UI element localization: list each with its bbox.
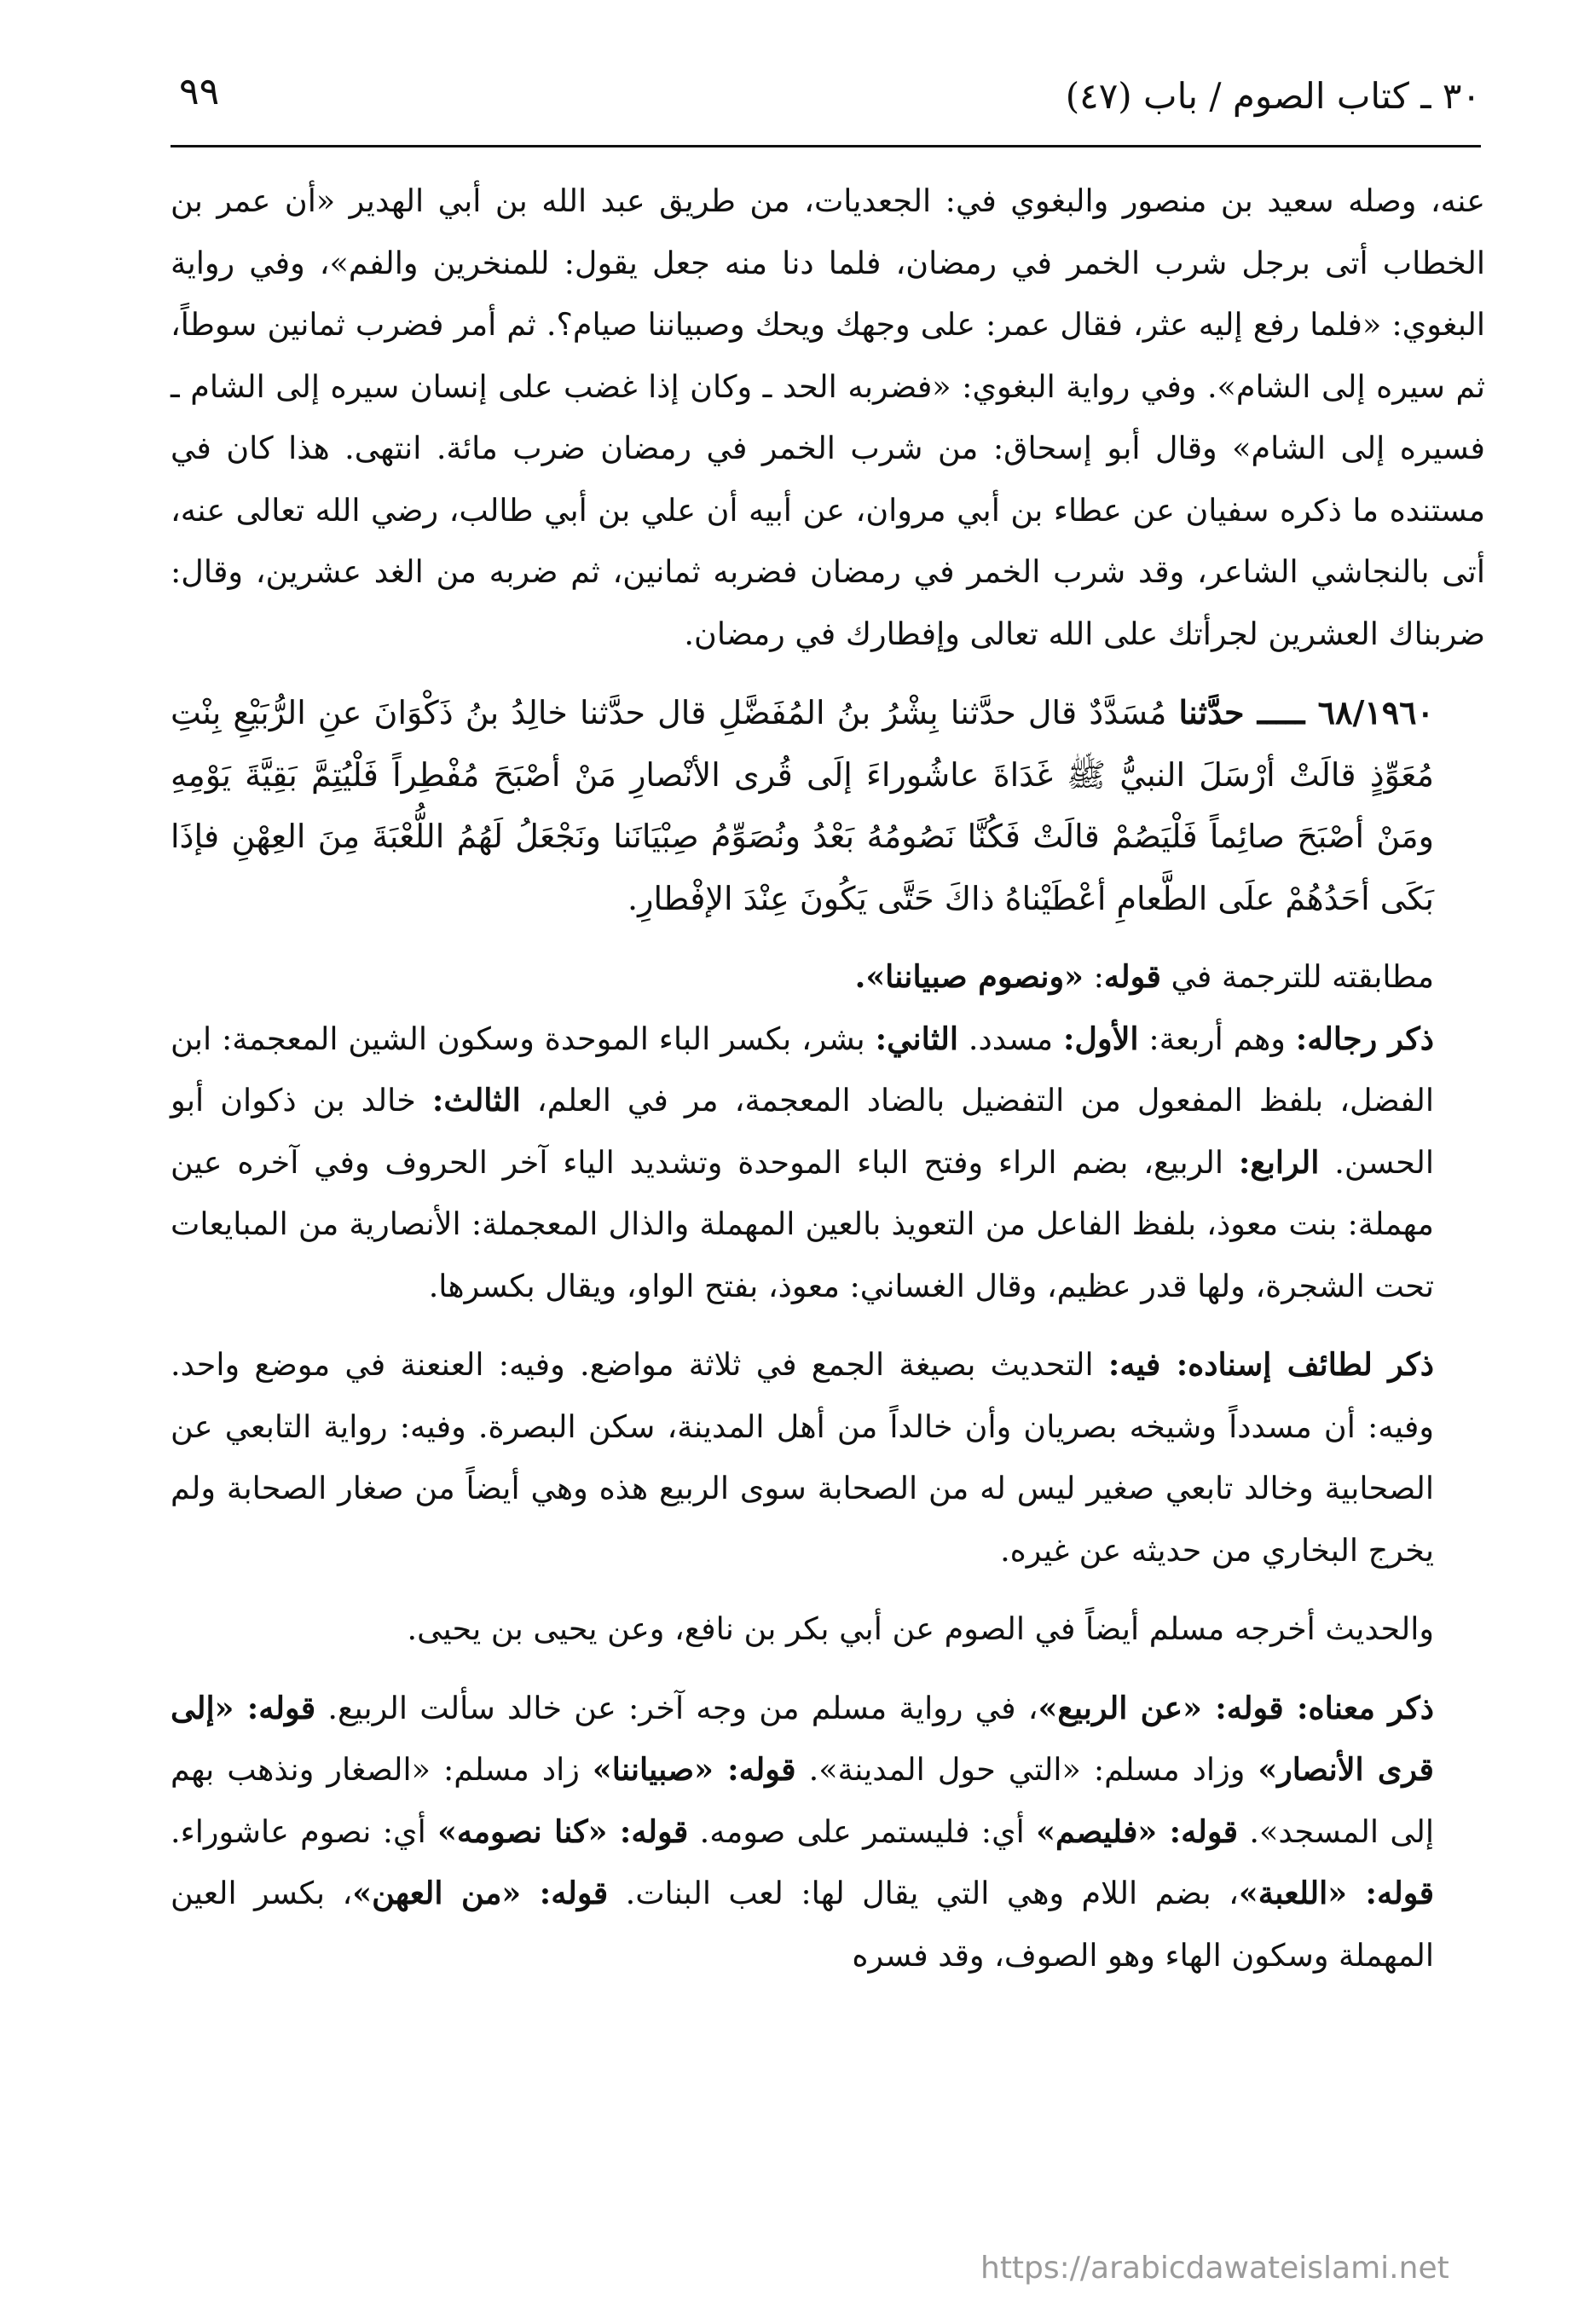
page-header bbox=[171, 60, 1481, 147]
hadith-paragraph bbox=[171, 682, 1485, 929]
hadith-text: مُسَدَّدٌ قال حدَّثنا بِشْرُ بنُ المُفَضَّلِ قال حدَّثنا خالِدُ بنُ ذَكْوَانَ عنِ الرُّبَيْعِ بِنْتِ مُعَوِّذٍ قالَتْ أرْسَلَ النبيُّ ﷺ غَدَاةَ عاشُوراءَ إلَى قُرى الأنْصارِ مَنْ أصْبَحَ مُفْطِراً فَلْيُتِمَّ بَقِيَّةَ يَوْمِهِ ومَنْ أصْبَحَ صائِماً فَلْيَصُمْ قالَتْ فَكُنَّا نَصُومُهُ بَعْدُ ونُصَوِّمُ صِبْيَانَنا ونَجْعَلُ لَهُمُ اللُّعْبَةَ مِنَ العِهْنِ فإذَا بَكَى أحَدُهُمْ علَى الطَّعامِ أعْطَيْناهُ ذاكَ حَتَّى يَكُونَ عِنْدَ الإفْطارِ. bbox=[171, 694, 1434, 917]
meaning-text: وزاد مسلم: «التي حول المدينة». bbox=[795, 1751, 1258, 1788]
running-title: ٣٠ ـ كتاب الصوم / باب (٤٧) bbox=[1065, 75, 1481, 117]
qawluhu-label: قوله: bbox=[1169, 1812, 1239, 1850]
matching-bold-2: «ونصوم صبياننا». bbox=[854, 958, 1084, 995]
hadith-number: ٦٨/١٩٦٠ bbox=[1317, 693, 1434, 731]
quoted-word: «اللعبة» bbox=[1238, 1875, 1366, 1911]
isnad-label: ذكر لطائف إسناده: bbox=[1176, 1346, 1434, 1383]
qawluhu-label: قوله: bbox=[619, 1812, 689, 1850]
narrator-label: الثالث: bbox=[431, 1082, 521, 1119]
isnad-text: التحديث بصيغة الجمع في ثلاثة مواضع. وفيه: العنعنة في موضع واحد. وفيه: أن مسدداً وشيخه بصريان وأن خالداً من أهل المدينة، سكن البصرة. وفيه: رواية التابعي عن الصحابية وخالد تابعي صغير ليس له من الصحابة سوى الربيع هذه وهي أيضاً من صغار الصحابة ولم يخرج البخاري من حديثه عن غيره. bbox=[171, 1346, 1434, 1569]
narrators-text: وهم أربعة: bbox=[1138, 1020, 1296, 1057]
body-text bbox=[171, 171, 1485, 1986]
meaning-label: ذكر معناه: bbox=[1297, 1689, 1434, 1726]
qawluhu-label: قوله: bbox=[1365, 1875, 1435, 1911]
isnad-paragraph bbox=[171, 1334, 1485, 1581]
watermark-url: https://arabicdawateislami.net bbox=[980, 2251, 1449, 2286]
qawluhu-label: قوله: bbox=[1215, 1689, 1298, 1726]
meaning-text: أي: فليستمر على صومه. bbox=[688, 1812, 1037, 1850]
isnad-sublabel: فيه: bbox=[1107, 1346, 1177, 1383]
page-number: ٩٩ bbox=[179, 70, 220, 113]
qawluhu-label: قوله: bbox=[727, 1751, 796, 1788]
quoted-word: «من العهن» bbox=[352, 1875, 540, 1911]
hadith-dash: ـــــ bbox=[1244, 693, 1318, 731]
narrators-label: ذكر رجاله: bbox=[1295, 1020, 1434, 1057]
quoted-word: «فليصم» bbox=[1036, 1812, 1170, 1850]
matching-text: مطابقته للترجمة في bbox=[1160, 958, 1434, 995]
meaning-text: زاد مسلم: «الصغار ونذهب بهم إلى المسجد». bbox=[171, 1751, 1435, 1850]
quoted-word: «كنا نصومه» bbox=[437, 1812, 620, 1850]
matching-paragraph bbox=[171, 946, 1485, 1009]
narrator-label: الرابع: bbox=[1238, 1143, 1320, 1181]
meaning-text: ، في رواية مسلم من وجه آخر: عن خالد سألت الربيع. bbox=[315, 1689, 1038, 1726]
matching-bold-1: قوله bbox=[1103, 958, 1161, 995]
quoted-word: «صبياننا» bbox=[592, 1751, 728, 1788]
hadith-opening: حدَّثنا bbox=[1178, 693, 1245, 731]
commentary-paragraph: عنه، وصله سعيد بن منصور والبغوي في: الجعديات، من طريق عبد الله بن أبي الهدير «أن عمر بن الخطاب أتى برجل شرب الخمر في رمضان، فلما دنا منه جعل يقول: للمنخرين والفم»، وفي رواية البغوي: «فلما رفع إليه عثر، فقال عمر: على وجهك ويحك وصبياننا صيام؟. ثم أمر فضرب ثمانين سوطاً، ثم سيره إلى الشام». وفي رواية البغوي: «فضربه الحد ـ وكان إذا غضب على إنسان سيره إلى الشام ـ فسيره إلى الشام» وقال أبو إسحاق: من شرب الخمر في رمضان ضرب مائة. انتهى. هذا كان في مستنده ما ذكره سفيان عن عطاء بن أبي مروان، عن أبيه أن علي بن أبي طالب، رضي الله تعالى عنه، أتى بالنجاشي الشاعر، وقد شرب الخمر في رمضان فضربه ثمانين، ثم ضربه من الغد عشرين، وقال: ضربناك العشرين لجرأتك على الله تعالى وإفطارك في رمضان. bbox=[171, 182, 1485, 652]
meaning-paragraph bbox=[171, 1678, 1485, 1987]
quoted-word: «إلى قرى الأنصار» bbox=[171, 1689, 1434, 1788]
narrators-text: الربيع، بضم الراء وفتح الباء الموحدة وتشديد الياء آخر الحروف وفي آخره عين مهملة: بنت معوذ، بلفظ الفاعل من التعويذ بالعين المهملة والذال المعجملة: الأنصارية من المبايعات تحت الشجرة، ولها قدر عظيم، وقال الغساني: معوذ، بفتح الواو، ويقال بكسرها. bbox=[171, 1143, 1434, 1304]
matching-colon: : bbox=[1084, 958, 1104, 995]
meaning-text: ، بضم اللام وهي التي يقال لها: لعب البنات. bbox=[608, 1875, 1239, 1911]
meaning-text: ، بكسر العين المهملة وسكون الهاء وهو الصوف، وقد فسره bbox=[171, 1875, 1434, 1974]
meaning-text: أي: نصوم عاشوراء. bbox=[171, 1812, 438, 1850]
qawluhu-label: قوله: bbox=[246, 1689, 316, 1726]
qawluhu-label: قوله: bbox=[539, 1875, 609, 1911]
quoted-word: «عن الربيع» bbox=[1038, 1689, 1216, 1726]
narrators-text: مسدد. bbox=[958, 1020, 1063, 1057]
takhrij-paragraph: والحديث أخرجه مسلم أيضاً في الصوم عن أبي بكر بن نافع، وعن يحيى بن يحيى. bbox=[407, 1610, 1434, 1647]
narrators-text: خالد بن ذكوان أبو الحسن. bbox=[171, 1082, 1434, 1181]
narrator-label: الأول: bbox=[1062, 1020, 1139, 1057]
narrator-label: الثاني: bbox=[875, 1020, 959, 1057]
narrators-paragraph bbox=[171, 1009, 1485, 1318]
narrators-text: بشر، بكسر الباء الموحدة وسكون الشين المعجمة: ابن الفضل، بلفظ المفعول من التفضيل بالضاد المعجمة، مر في العلم، bbox=[171, 1020, 1435, 1119]
